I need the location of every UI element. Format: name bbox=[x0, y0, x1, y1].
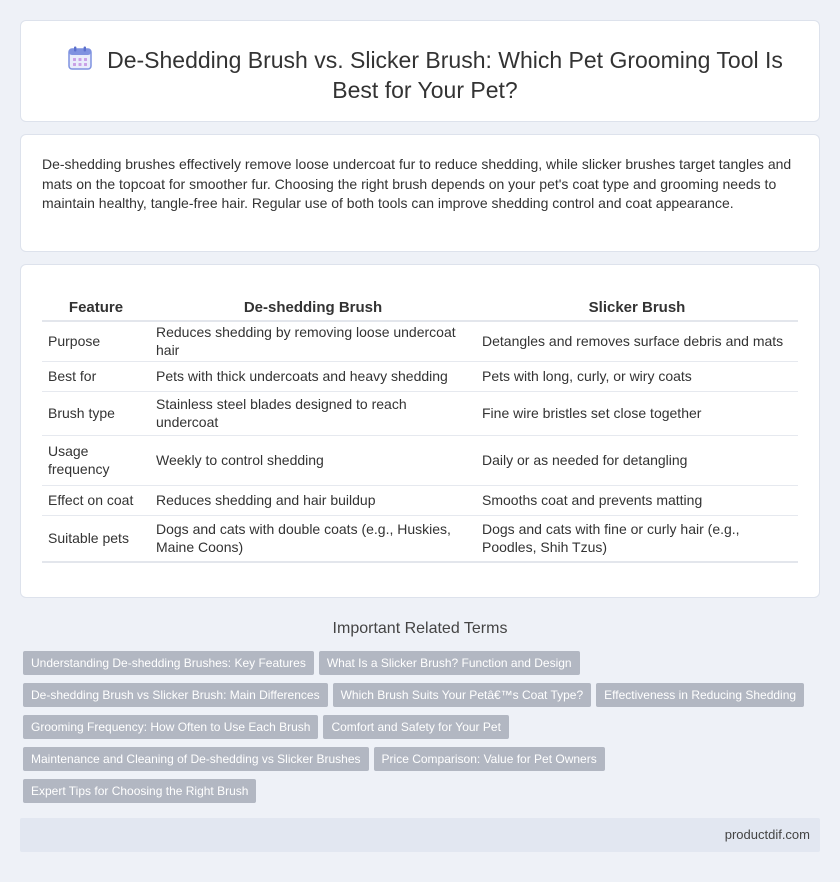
related-term-tag[interactable]: Comfort and Safety for Your Pet bbox=[323, 715, 508, 739]
header-deshedding-brush: De-shedding Brush bbox=[150, 295, 476, 321]
related-term-tag[interactable]: Understanding De-shedding Brushes: Key Features bbox=[23, 651, 314, 675]
comparison-table bbox=[42, 295, 798, 563]
row-slicker-value: Smooths coat and prevents matting bbox=[476, 485, 798, 515]
comparison-table-card bbox=[20, 264, 820, 598]
related-term-tag[interactable]: De-shedding Brush vs Slicker Brush: Main Differences bbox=[23, 683, 328, 707]
row-slicker-value: Fine wire bristles set close together bbox=[476, 391, 798, 435]
table-row bbox=[42, 391, 798, 435]
footer-site-link[interactable]: productdif.com bbox=[724, 827, 810, 842]
table-row bbox=[42, 321, 798, 361]
related-terms-heading: Important Related Terms bbox=[332, 620, 508, 637]
summary-card bbox=[20, 134, 820, 252]
related-term-tag[interactable]: Maintenance and Cleaning of De-shedding vs Slicker Brushes bbox=[23, 747, 369, 771]
row-feature: Usage frequency bbox=[42, 435, 150, 485]
page-title: De-Shedding Brush vs. Slicker Brush: Which Pet Grooming Tool Is Best for Your Pet? bbox=[107, 47, 783, 103]
row-slicker-value: Detangles and removes surface debris and mats bbox=[476, 321, 798, 361]
related-term-tag[interactable]: Which Brush Suits Your Petâ€™s Coat Type? bbox=[333, 683, 592, 707]
row-deshedding-value: Reduces shedding and hair buildup bbox=[150, 485, 476, 515]
title-card bbox=[20, 20, 820, 122]
row-deshedding-value: Stainless steel blades designed to reach undercoat bbox=[150, 391, 476, 435]
related-term-tag[interactable]: Expert Tips for Choosing the Right Brush bbox=[23, 779, 256, 803]
header-slicker-brush: Slicker Brush bbox=[476, 295, 798, 321]
table-row bbox=[42, 435, 798, 485]
row-deshedding-value: Weekly to control shedding bbox=[150, 435, 476, 485]
footer bbox=[20, 818, 820, 852]
related-term-tag[interactable]: Grooming Frequency: How Often to Use Each Brush bbox=[23, 715, 318, 739]
related-term-tag[interactable]: Price Comparison: Value for Pet Owners bbox=[374, 747, 605, 771]
page-title-wrap bbox=[61, 45, 789, 105]
row-feature: Best for bbox=[42, 361, 150, 391]
row-slicker-value: Daily or as needed for detangling bbox=[476, 435, 798, 485]
table-row bbox=[42, 485, 798, 515]
row-feature: Suitable pets bbox=[42, 515, 150, 562]
calendar-icon bbox=[67, 45, 93, 71]
row-deshedding-value: Reduces shedding by removing loose undercoat hair bbox=[150, 321, 476, 361]
row-deshedding-value: Dogs and cats with double coats (e.g., Huskies, Maine Coons) bbox=[150, 515, 476, 562]
summary-text: De-shedding brushes effectively remove loose undercoat fur to reduce shedding, while slicker brushes target tangles and mats on the topcoat for smoother fur. Choosing the right brush depends on your pet's coat type and grooming needs to maintain healthy, tangle-free hair. Regular use of both tools can improve shedding control and coat appearance. bbox=[42, 156, 792, 211]
related-term-tag[interactable]: What Is a Slicker Brush? Function and Design bbox=[319, 651, 580, 675]
row-feature: Effect on coat bbox=[42, 485, 150, 515]
header-feature: Feature bbox=[42, 295, 150, 321]
table-row bbox=[42, 361, 798, 391]
row-slicker-value: Dogs and cats with fine or curly hair (e.g., Poodles, Shih Tzus) bbox=[476, 515, 798, 562]
table-row bbox=[42, 515, 798, 562]
related-terms-list bbox=[23, 651, 803, 811]
related-term-tag[interactable]: Effectiveness in Reducing Shedding bbox=[596, 683, 804, 707]
row-feature: Brush type bbox=[42, 391, 150, 435]
row-deshedding-value: Pets with thick undercoats and heavy shedding bbox=[150, 361, 476, 391]
row-slicker-value: Pets with long, curly, or wiry coats bbox=[476, 361, 798, 391]
row-feature: Purpose bbox=[42, 321, 150, 361]
table-header-row bbox=[42, 295, 798, 321]
